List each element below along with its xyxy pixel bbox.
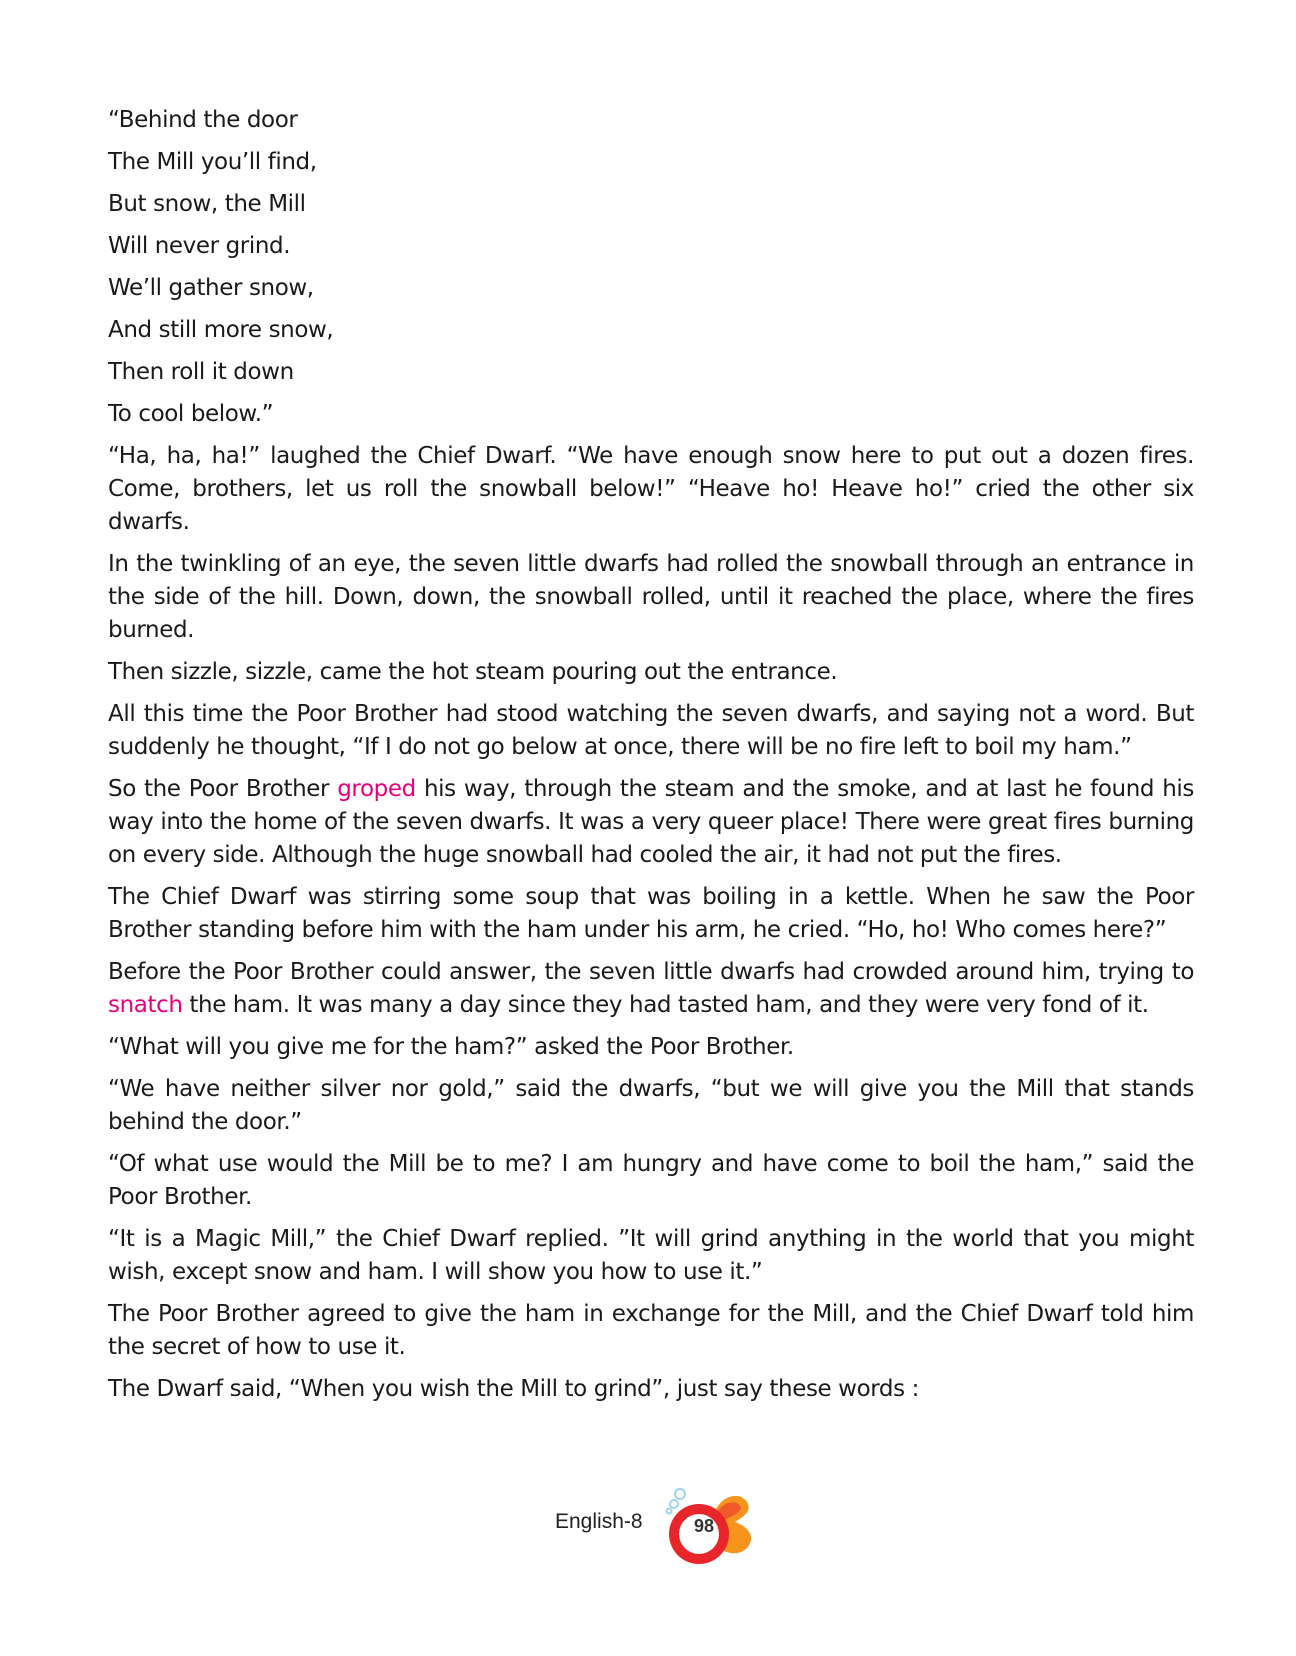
verse-line: Will never grind.	[108, 233, 291, 259]
paragraph	[108, 773, 1194, 872]
paragraph: The Chief Dwarf was stirring some soup that was boiling in a kettle. When he saw the Poor Brother standing before him with the ham under his arm, he cried. “Ho, ho! Who comes here?”	[108, 884, 1194, 943]
vocabulary-word: groped	[337, 776, 416, 802]
paragraph-text: his way, through the steam and the smoke, and at last he found his way into the home of the seven dwarfs. It was a very queer place! There were great fires burning on every side. Although the huge snowball had cooled the air, it had not put the fires.	[108, 776, 1194, 868]
page-content	[108, 104, 1194, 1415]
verse-line: We’ll gather snow,	[108, 275, 314, 301]
verse-line: To cool below.”	[108, 401, 274, 427]
paragraph: All this time the Poor Brother had stood watching the seven dwarfs, and saying not a word. But suddenly he thought, “If I do not go below at once, there will be no fire left to boil my ham.”	[108, 701, 1194, 760]
paragraph-text: So the Poor Brother	[108, 776, 338, 802]
paragraph: “We have neither silver nor gold,” said the dwarfs, “but we will give you the Mill that stands behind the door.”	[108, 1076, 1194, 1135]
paragraph: “It is a Magic Mill,” the Chief Dwarf replied. ”It will grind anything in the world that you might wish, except snow and ham. I will show you how to use it.”	[108, 1226, 1194, 1285]
verse-line: “Behind the door	[108, 107, 298, 133]
book-label: English-8	[555, 1510, 643, 1533]
paragraph: The Poor Brother agreed to give the ham in exchange for the Mill, and the Chief Dwarf told him the secret of how to use it.	[108, 1301, 1194, 1360]
paragraph: “Ha, ha, ha!” laughed the Chief Dwarf. “We have enough snow here to put out a dozen fires. Come, brothers, let us roll the snowball below!” “Heave ho! Heave ho!” cried the other six dwarfs.	[108, 443, 1194, 535]
paragraph: “What will you give me for the ham?” asked the Poor Brother.	[108, 1034, 794, 1060]
paragraph-text: the ham. It was many a day since they had tasted ham, and they were very fond of it.	[182, 992, 1149, 1018]
verse-line: But snow, the Mill	[108, 191, 306, 217]
verse-line: And still more snow,	[108, 317, 334, 343]
vocabulary-word: snatch	[108, 992, 183, 1018]
verse-line: Then roll it down	[108, 359, 294, 385]
paragraph: “Of what use would the Mill be to me? I am hungry and have come to boil the ham,” said the Poor Brother.	[108, 1151, 1194, 1210]
paragraph	[108, 956, 1194, 1022]
verse-line: The Mill you’ll find,	[108, 149, 317, 175]
page-number: 98	[693, 1516, 715, 1536]
paragraph-text: Before the Poor Brother could answer, the seven little dwarfs had crowded around him, trying to	[108, 959, 1194, 985]
paragraph: In the twinkling of an eye, the seven little dwarfs had rolled the snowball through an entrance in the side of the hill. Down, down, the snowball rolled, until it reached the place, where the fires burned.	[108, 551, 1194, 643]
paragraph: Then sizzle, sizzle, came the hot steam pouring out the entrance.	[108, 659, 838, 685]
paragraph: The Dwarf said, “When you wish the Mill to grind”, just say these words :	[108, 1376, 919, 1402]
verse	[108, 104, 1194, 431]
page-footer	[555, 1486, 765, 1566]
